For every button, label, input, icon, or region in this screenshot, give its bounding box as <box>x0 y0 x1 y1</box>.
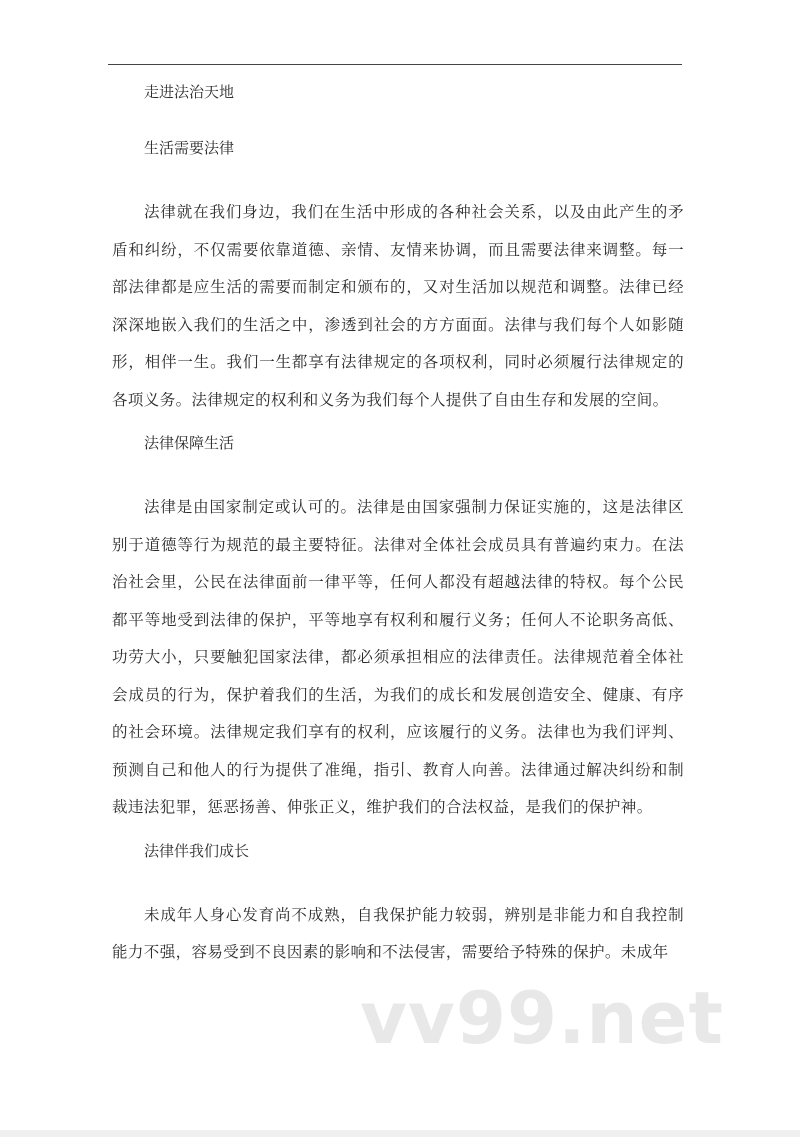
page-bottom-edge <box>0 1130 800 1137</box>
section-heading: 生活需要法律 <box>144 139 235 157</box>
section-heading: 法律伴我们成长 <box>144 841 250 860</box>
document-title: 走进法治天地 <box>144 83 235 101</box>
watermark: vv99.net <box>360 976 724 1060</box>
document-body <box>112 82 684 986</box>
section-paragraph: 法律就在我们身边，我们在生活中形成的各种社会关系，以及由此产生的矛盾和纠纷，不仅需要依靠道德、亲情、友情来协调，而且需要法律来调整。每一部法律都是应生活的需要而制定和颁布的，又对生活加以规范和调整。法律已经深深地嵌入我们的生活之中，渗透到社会的方方面面。法律与我们每个人如影随形，相伴一生。我们一生都享有法律规定的各项权利，同时必须履行法律规定的各项义务。法律规定的权利和义务为我们每个人提供了自由生存和发展的空间。 <box>112 203 684 409</box>
header-rule <box>108 64 682 65</box>
section-paragraph: 法律是由国家制定或认可的。法律是由国家强制力保证实施的，这是法律区别于道德等行为规范的最主要特征。法律对全体社会成员具有普遍约束力。在法治社会里，公民在法律面前一律平等，任何人都没有超越法律的特权。每个公民都平等地受到法律的保护，平等地享有权利和履行义务；任何人不论职务高低、功劳大小，只要触犯国家法律，都必须承担相应的法律责任。法律规范着全体社会成员的行为，保护着我们的生活，为我们的成长和发展创造安全、健康、有序的社会环境。法律规定我们享有的权利，应该履行的义务。法律也为我们评判、预测自己和他人的行为提供了准绳，指引、教育人向善。法律通过解决纠纷和制裁违法犯罪，惩恶扬善、伸张正义，维护我们的合法权益，是我们的保护神。 <box>112 498 684 816</box>
section-heading: 法律保障生活 <box>144 434 235 452</box>
section-paragraph: 未成年人身心发育尚不成熟，自我保护能力较弱，辨别是非能力和自我控制能力不强，容易受到不良因素的影响和不法侵害，需要给予特殊的保护。未成年 <box>112 905 684 961</box>
